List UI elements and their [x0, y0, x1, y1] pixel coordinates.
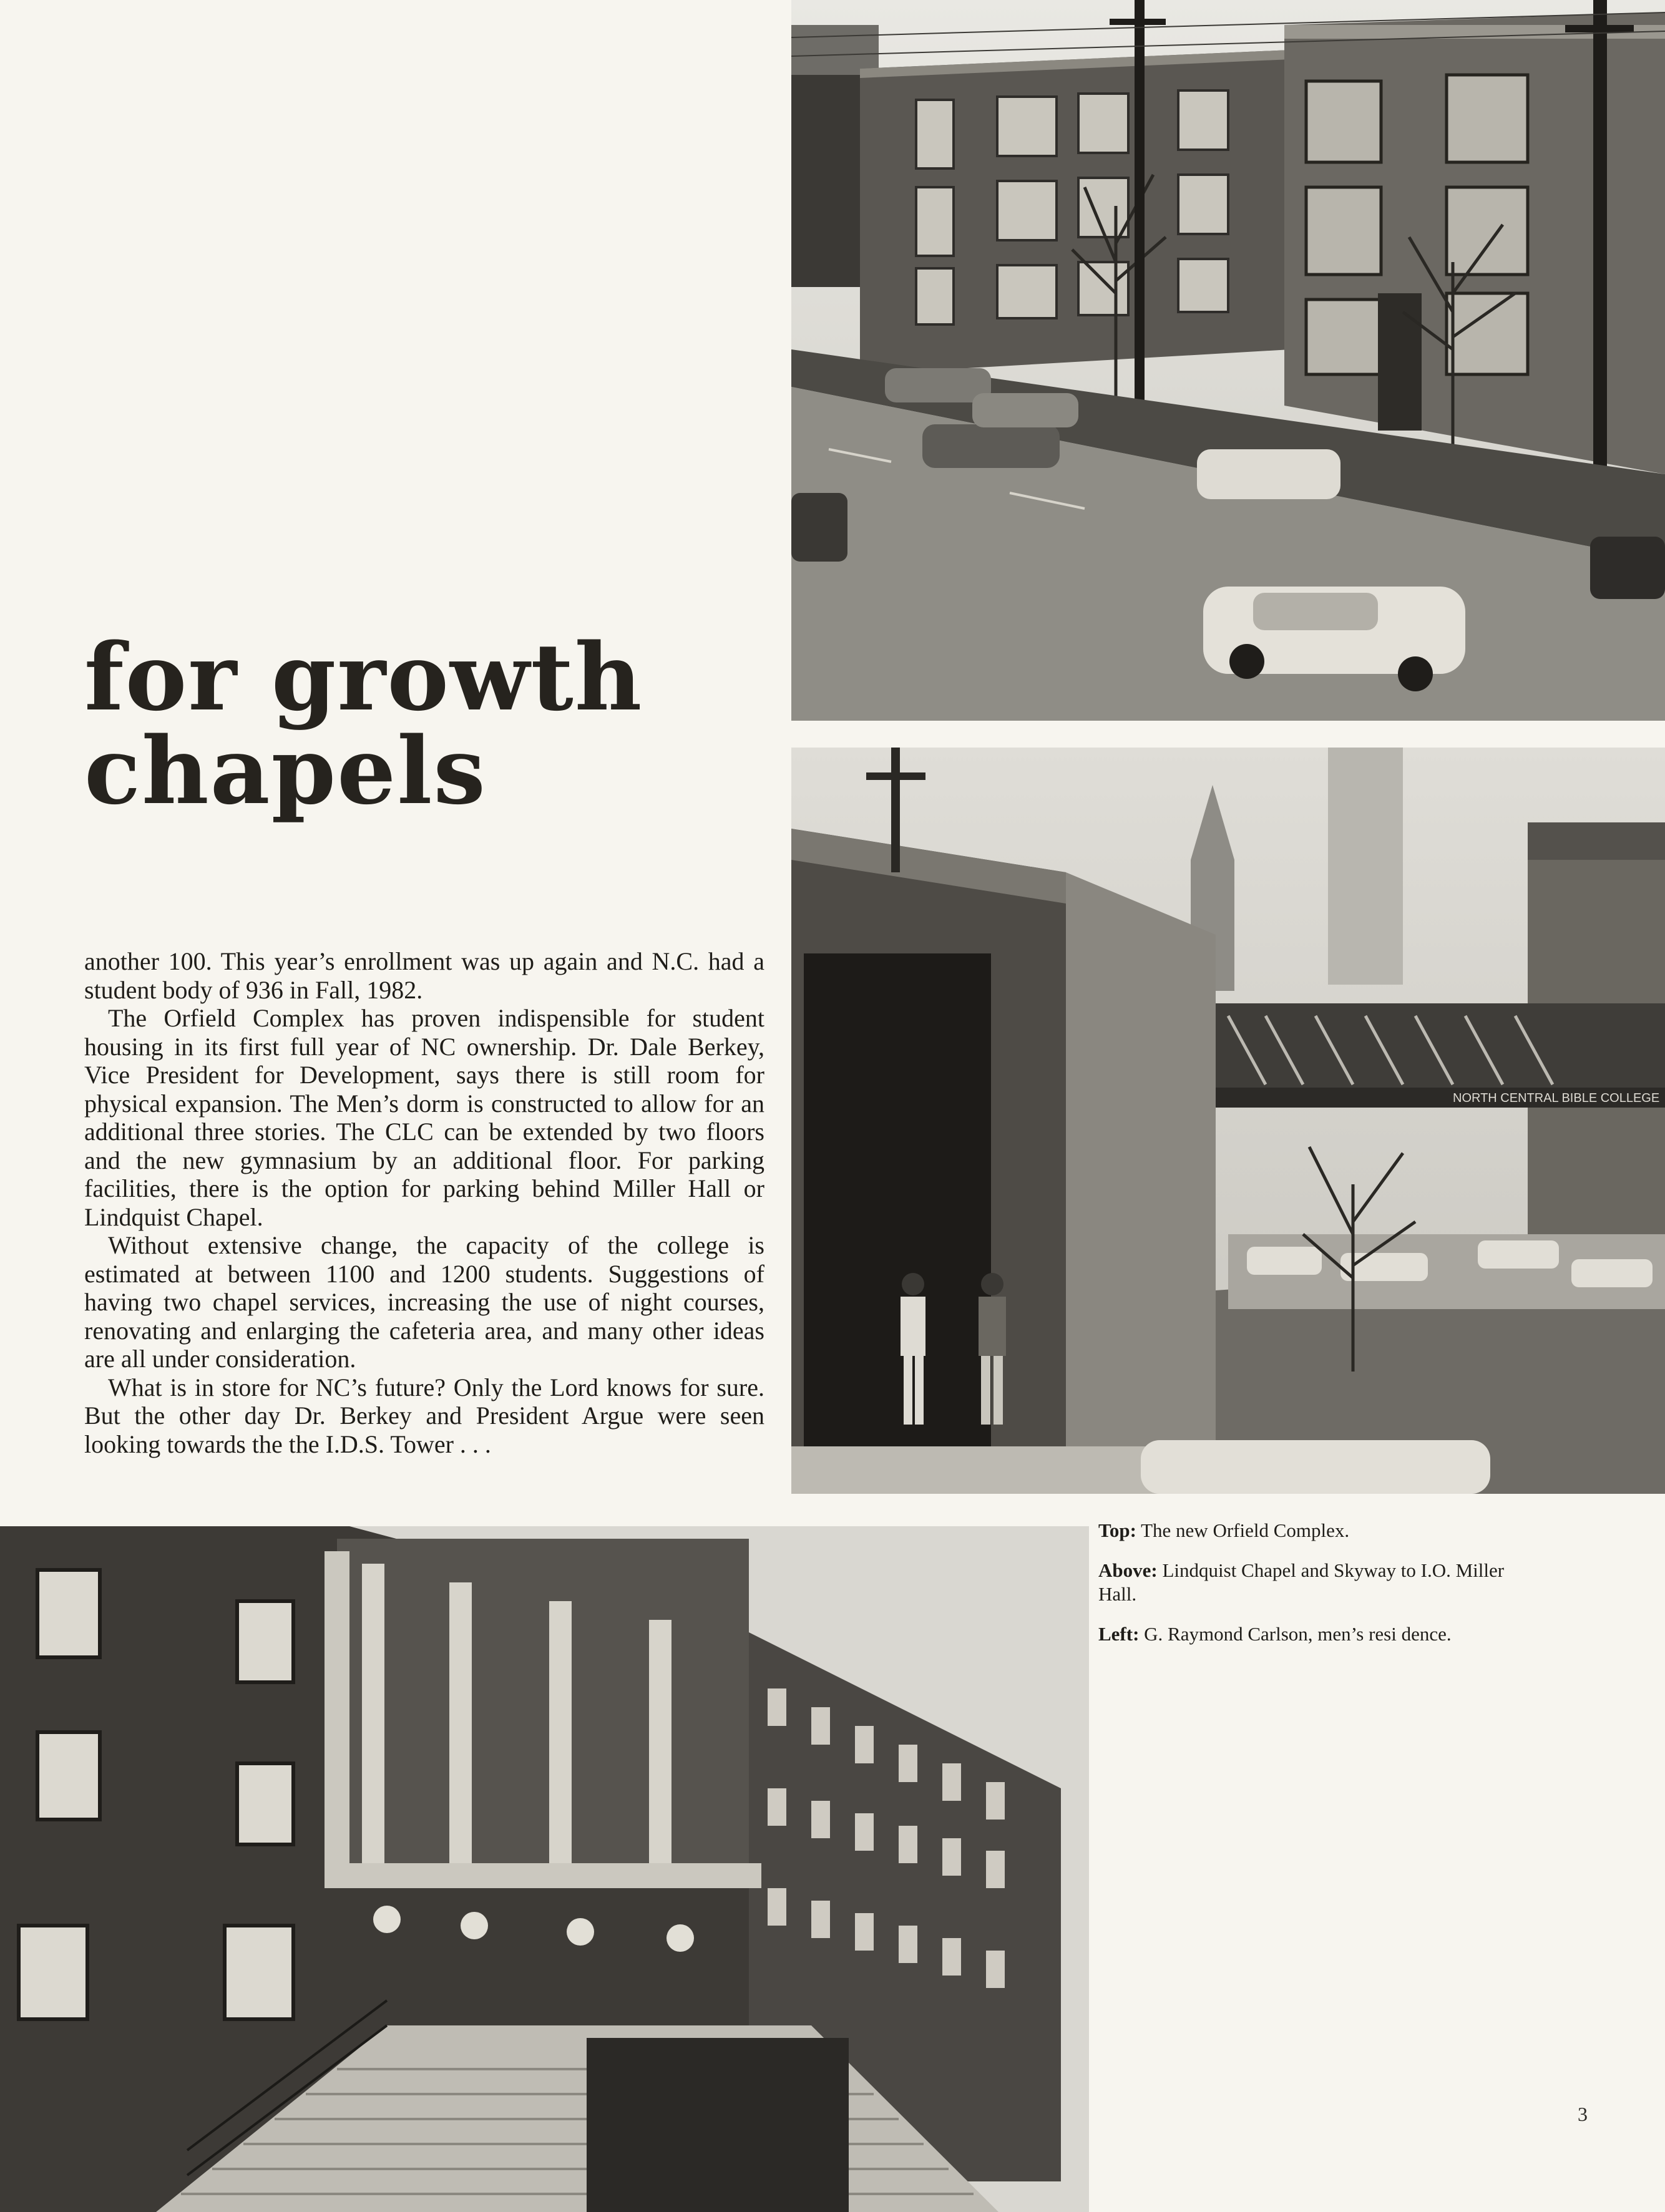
caption-label: Above:	[1098, 1559, 1158, 1581]
caption-top	[1098, 1519, 1510, 1542]
skyway-sign: NORTH CENTRAL BIBLE COLLEGE	[1453, 1091, 1660, 1105]
caption-text: G. Raymond Carlson, men’s resi dence.	[1139, 1623, 1452, 1645]
photo-lindquist-chapel	[791, 748, 1665, 1494]
photo-captions	[1098, 1519, 1510, 1662]
caption-left	[1098, 1622, 1510, 1646]
headline-line-1: for growth	[84, 623, 643, 731]
headline-line-2: chapels	[84, 716, 487, 825]
headline	[84, 623, 771, 825]
photo-orfield-complex	[791, 0, 1665, 721]
caption-label: Top:	[1098, 1519, 1136, 1541]
photo-carlson-residence	[0, 1526, 1089, 2212]
paragraph: What is in store for NC’s future? Only the Lord knows for sure. But the other day Dr. Berkey and President Argue were seen looking towards the the I.D.S. Tower . . .	[84, 1373, 764, 1458]
caption-text: The new Orfield Complex.	[1136, 1519, 1350, 1541]
caption-text: Lindquist Chapel and Skyway to I.O. Miller Hall.	[1098, 1559, 1505, 1605]
paragraph: The Orfield Complex has proven indispensible for student housing in its first full year of NC ownership. Dr. Dale Berkey, Vice President for Development, says there is still room for physical expansion. The Men’s dorm is constructed to allow for an additional three stories. The CLC can be extended by two floors and the new gymnasium by an additional floor. For parking facilities, there is the option for parking behind Miller Hall or Lindquist Chapel.	[84, 1004, 764, 1231]
caption-label: Left:	[1098, 1623, 1140, 1645]
paragraph: Without extensive change, the capacity of the college is estimated at between 1100 and 1200 students. Suggestions of having two chapel services, increasing the use of night courses, renovating and enlarging the cafeteria area, and many other ideas are all under consideration.	[84, 1231, 764, 1373]
page-number: 3	[1578, 2103, 1588, 2125]
caption-above	[1098, 1559, 1510, 1606]
article-body	[84, 947, 764, 1458]
paragraph: another 100. This year’s enrollment was up again and N.C. had a student body of 936 in Fall, 1982.	[84, 947, 764, 1004]
